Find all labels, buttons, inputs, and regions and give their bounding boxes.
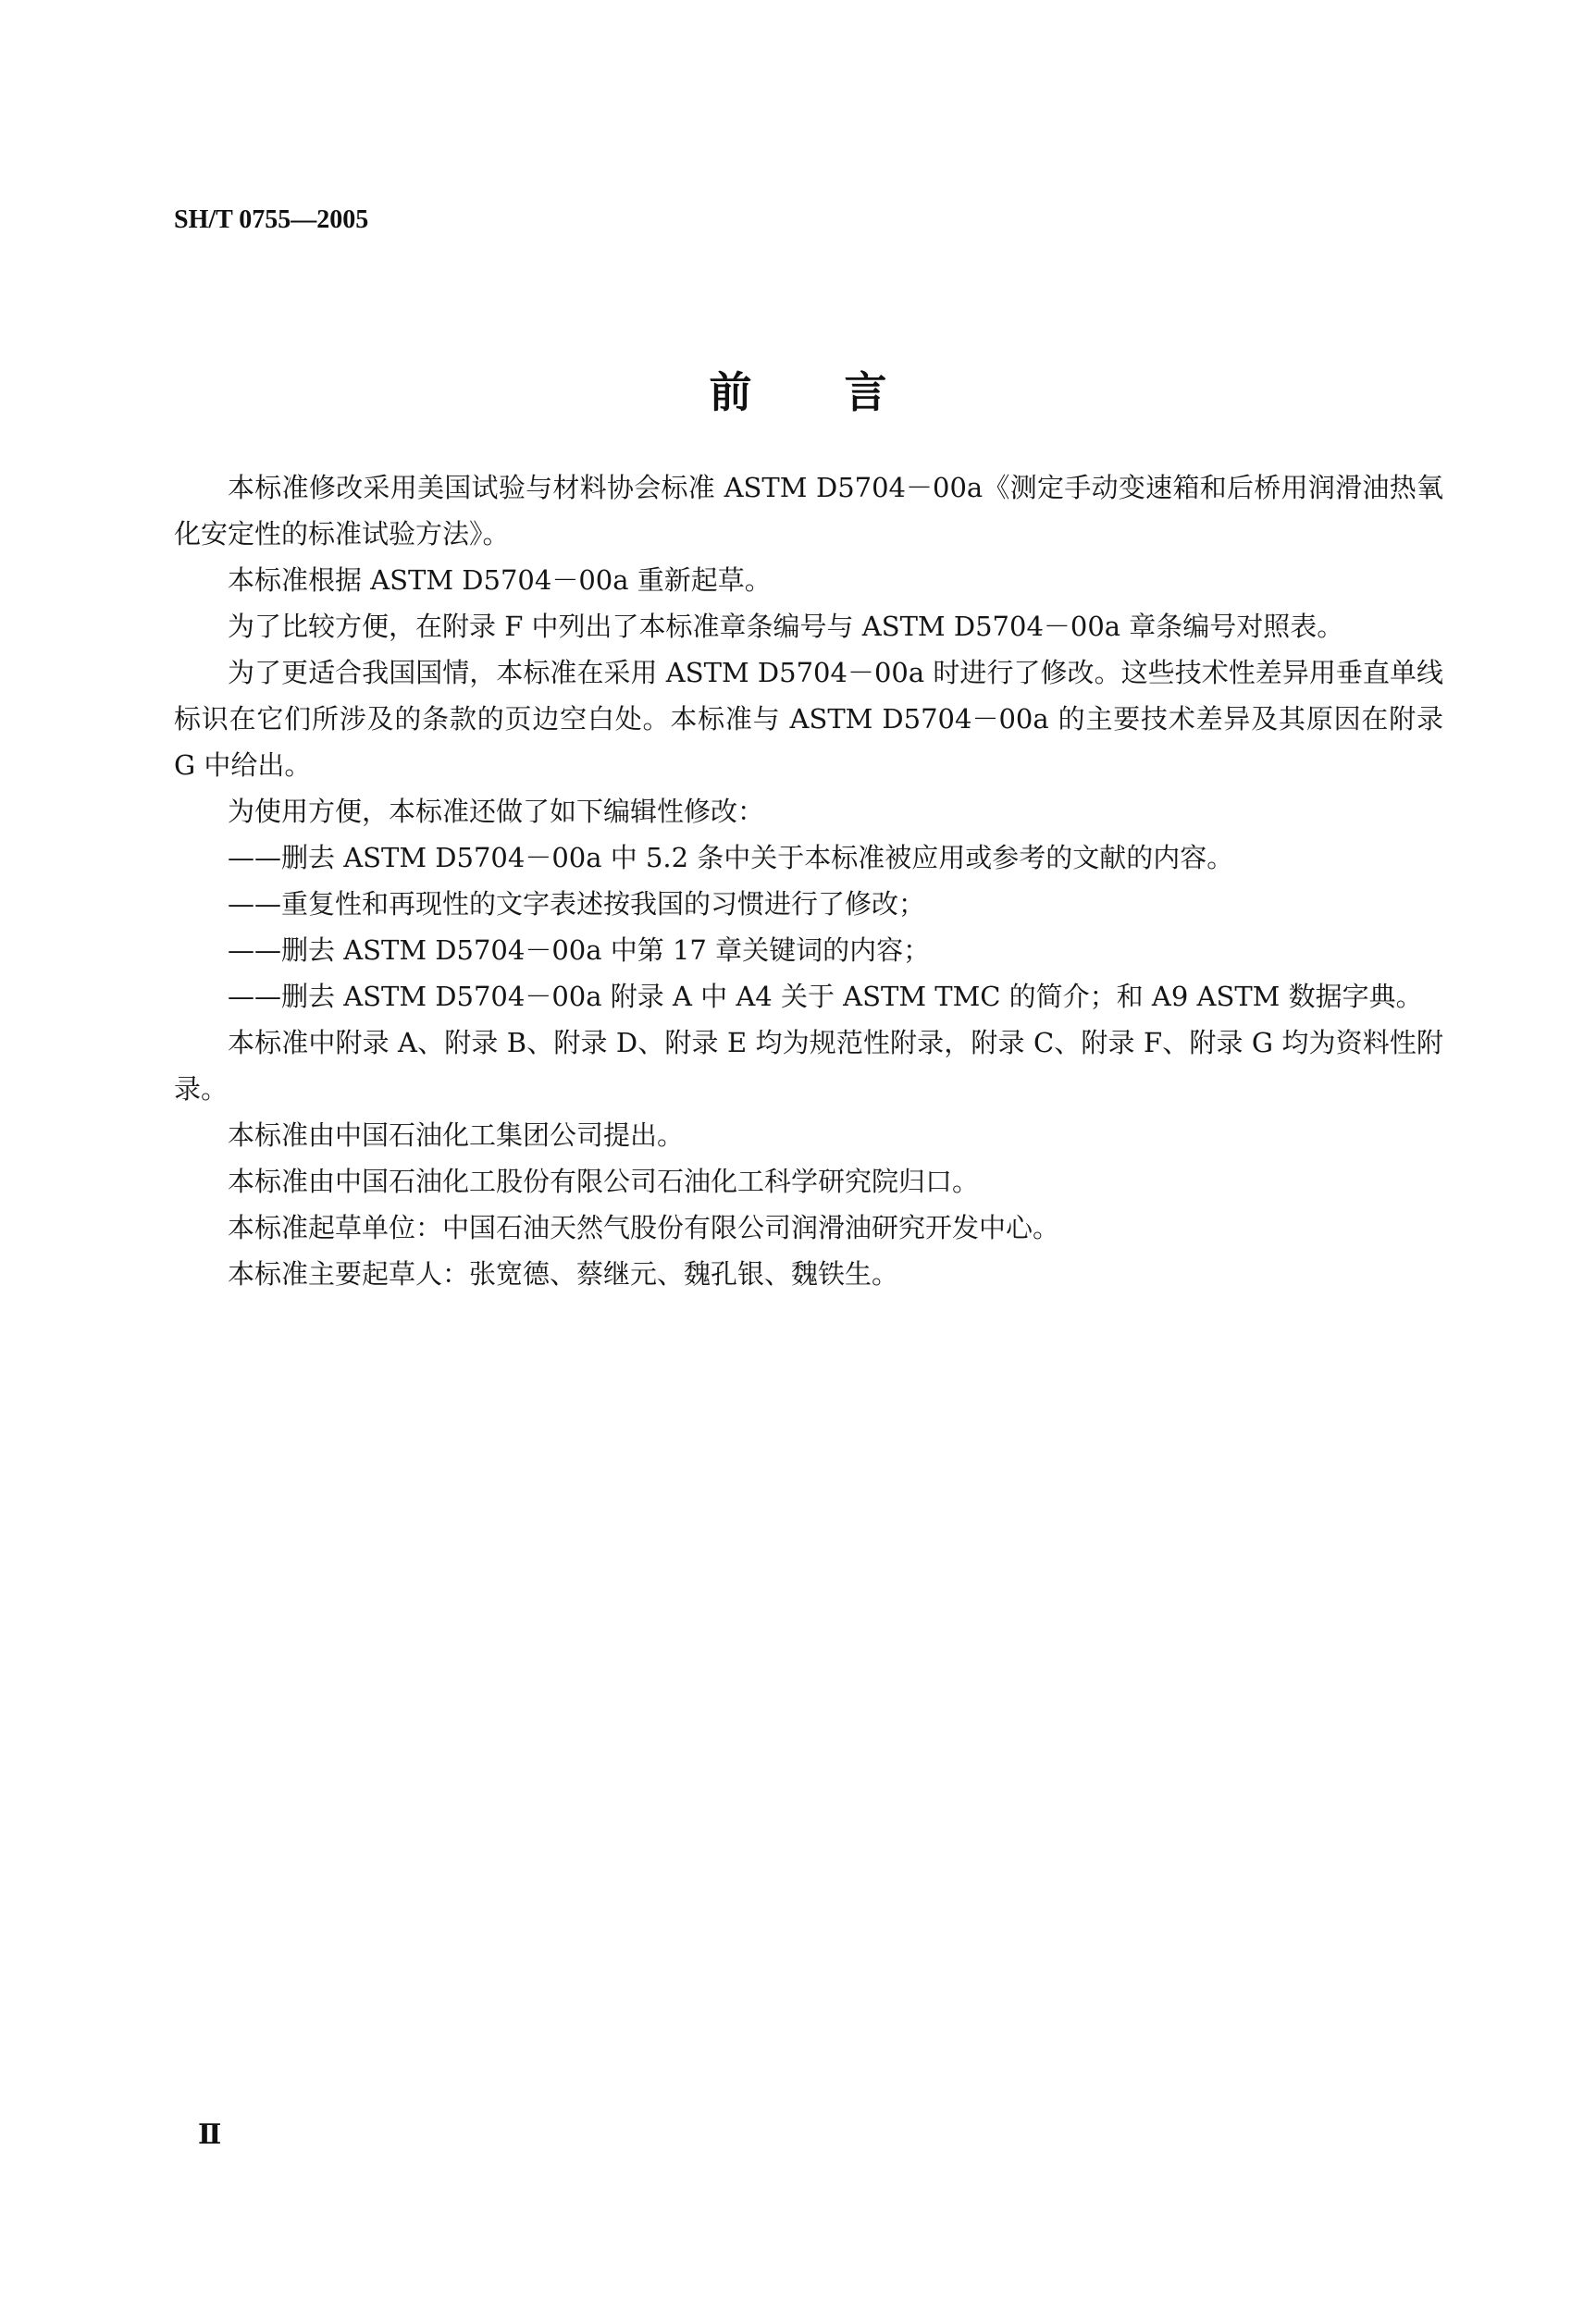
paragraph: 为使用方便，本标准还做了如下编辑性修改：	[228, 796, 765, 827]
page-number: Ⅱ	[198, 2119, 222, 2150]
paragraph: 本标准由中国石油化工集团公司提出。	[228, 1119, 685, 1151]
list-item: ——删去 ASTM D5704－00a 中 5.2 条中关于本标准被应用或参考的文献的内容。	[228, 842, 1234, 873]
title-char-2: 言	[844, 367, 887, 417]
title-char-1: 前	[709, 367, 752, 417]
paragraph: 本标准起草单位：中国石油天然气股份有限公司润滑油研究开发中心。	[228, 1212, 1060, 1243]
list-item: ——删去 ASTM D5704－00a 中第 17 章关键词的内容；	[228, 934, 931, 966]
page-title	[0, 359, 1596, 420]
paragraph: 本标准主要起草人：张宽德、蔡继元、魏孔银、魏铁生。	[228, 1258, 899, 1290]
paragraph: 为了比较方便，在附录 F 中列出了本标准章条编号与 ASTM D5704－00a 章条编号对照表。	[228, 611, 1344, 642]
list-item: ——重复性和再现性的文字表述按我国的习惯进行了修改；	[228, 888, 926, 920]
paragraph: 本标准中附录 A、附录 B、附录 D、附录 E 均为规范性附录，附录 C、附录 F、附录 G 均为资料性附录。	[174, 1027, 1443, 1105]
paragraph: 为了更适合我国国情，本标准在采用 ASTM D5704－00a 时进行了修改。这些技术性差异用垂直单线标识在它们所涉及的条款的页边空白处。本标准与 ASTM D5704－00a 的主要技术差异及其原因在附录 G 中给出。	[174, 657, 1443, 781]
paragraph: 本标准由中国石油化工股份有限公司石油化工科学研究院归口。	[228, 1166, 980, 1197]
paragraph: 本标准根据 ASTM D5704－00a 重新起草。	[228, 564, 772, 596]
list-item: ——删去 ASTM D5704－00a 附录 A 中 A4 关于 ASTM TMC 的简介；和 A9 ASTM 数据字典。	[228, 981, 1423, 1012]
foreword-body	[174, 464, 1443, 1297]
document-code: SH/T 0755—2005	[174, 205, 369, 234]
paragraph: 本标准修改采用美国试验与材料协会标准 ASTM D5704－00a《测定手动变速箱和后桥用润滑油热氧化安定性的标准试验方法》。	[174, 472, 1443, 550]
